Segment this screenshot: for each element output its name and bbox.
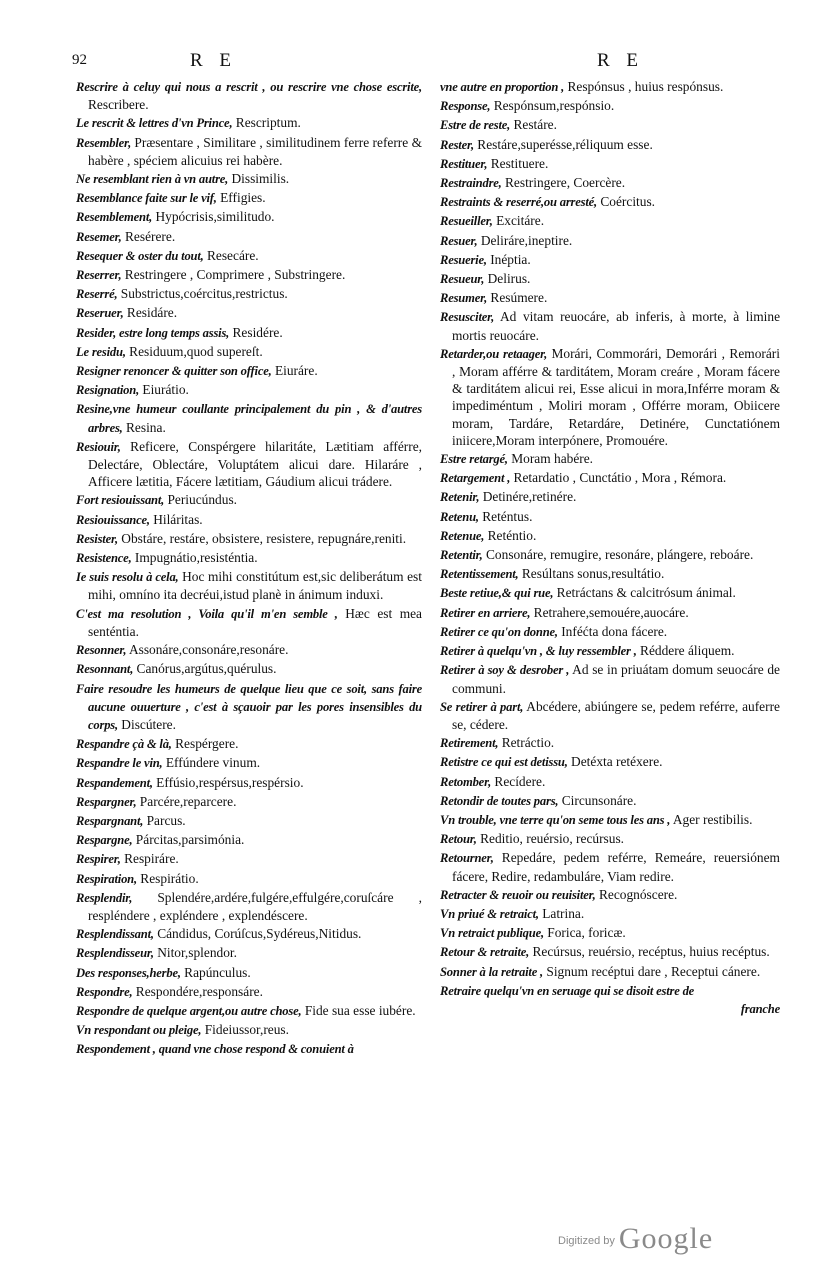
dictionary-entry (76, 1002, 422, 1020)
entry-latin-translation: Restáre,superésse,réliquum esse. (477, 136, 653, 152)
dictionary-entry (440, 450, 780, 468)
dictionary-entry (440, 753, 780, 771)
entry-french-headword: Resuer, (440, 233, 478, 248)
dictionary-entry (76, 850, 422, 868)
entry-french-headword: Resplendissant, (76, 927, 154, 942)
entry-latin-translation: Moram habére. (511, 451, 594, 467)
dictionary-entry (76, 228, 422, 246)
entry-french-headword: Resueur, (440, 272, 485, 287)
entry-latin-translation: Splendére,ardére,fulgére,effulgére,coruſcáre , respléndere , expléndere , explendéscere. (88, 889, 422, 923)
entry-french-headword: Resembler, (76, 135, 132, 150)
entry-french-headword: Respiration, (76, 871, 137, 886)
entry-latin-translation: Resúltans sonus,resultátio. (521, 566, 665, 582)
entry-latin-translation: Effúsio,respérsus,respérsio. (156, 774, 304, 790)
entry-latin-translation: Morári, Commorári, Demorári , Remorári , Moram afférre & tarditátem, Moram creáre , Moram fácere & tarditátem alicui rei, Esse alicui in mora,Inférre moram & impediméntum , Moliri moram , Offérre moram, Obiicere moram, Tardáre, Retardáre, Detinére, Cunctatiónem iniicere,Moram interpónere, Promouére. (452, 345, 780, 448)
entry-french-headword: Restraints & reserré,ou arresté, (440, 195, 597, 210)
dictionary-entry (76, 208, 422, 226)
entry-latin-translation: Hiláritas. (153, 511, 203, 527)
dictionary-entry (76, 114, 422, 132)
entry-latin-translation: Hoc mihi constitútum est,sic deliberátum est mihi, omníno ita decréui,istud planè in ánimum induxi. (88, 569, 422, 603)
dictionary-entry (76, 1021, 422, 1039)
dictionary-entry (440, 943, 780, 961)
entry-latin-translation: Reditio, reuérsio, recúrsus. (480, 831, 625, 847)
dictionary-entry (440, 508, 780, 526)
entry-latin-translation: Restáre. (513, 117, 557, 133)
entry-latin-translation: Parcus. (146, 812, 186, 828)
dictionary-entry (76, 660, 422, 678)
entry-latin-translation: Detéxta retéxere. (571, 754, 663, 770)
entry-french-headword: Retenue, (440, 528, 485, 543)
entry-french-headword: Resplendisseur, (76, 946, 154, 961)
dictionary-entry (440, 345, 780, 449)
entry-latin-translation: Réddere áliquem. (640, 643, 735, 659)
entry-latin-translation: Ad vitam reuocáre, ab inferis, à morte, à limine mortis reuocáre. (452, 309, 781, 343)
dictionary-entry (440, 155, 780, 173)
dictionary-entry (440, 604, 780, 622)
entry-latin-translation: Dissimilis. (231, 171, 290, 187)
dictionary-entry (76, 400, 422, 436)
entry-latin-translation: Rescribere. (88, 97, 149, 113)
entry-latin-translation: Rescriptum. (235, 115, 301, 131)
dictionary-entry (76, 438, 422, 491)
entry-latin-translation: Latrina. (542, 905, 585, 921)
entry-latin-translation: Respirátio. (140, 870, 199, 886)
entry-latin-translation: Nitor,splendor. (157, 945, 237, 961)
entry-french-headword: Beste retiue,& qui rue, (440, 586, 554, 601)
entry-french-headword: Reserrer, (76, 268, 122, 283)
dictionary-entry (440, 289, 780, 307)
entry-french-headword: Retour, (440, 832, 477, 847)
entry-latin-translation: Residére. (232, 324, 283, 340)
dictionary-entry (76, 680, 422, 735)
entry-latin-translation: Resérere. (124, 228, 176, 244)
dictionary-entry (76, 793, 422, 811)
entry-latin-translation: Reténtio. (487, 527, 537, 543)
entry-french-headword: Respargne, (76, 833, 133, 848)
entry-french-headword: Retirer à quelqu'vn , & luy ressembler , (440, 644, 637, 659)
dictionary-entry (440, 308, 780, 343)
entry-french-headword: Retenu, (440, 509, 479, 524)
entry-french-headword: Respandement, (76, 775, 153, 790)
entry-latin-translation: Periucúndus. (167, 492, 238, 508)
entry-latin-translation: Residuum,quod supereſt. (129, 343, 263, 359)
entry-latin-translation: Signum recéptui dare , Receptui cánere. (546, 963, 761, 979)
dictionary-entry (440, 734, 780, 752)
dictionary-entry (76, 641, 422, 659)
entry-latin-translation: Retardatio , Cunctátio , Mora , Rémora. (513, 470, 727, 486)
entry-latin-translation: Discútere. (121, 716, 176, 732)
dictionary-entry (440, 792, 780, 810)
entry-latin-translation: Resecáre. (206, 247, 259, 263)
dictionary-entry (440, 924, 780, 942)
entry-french-headword: Retourner, (440, 851, 494, 866)
entry-french-headword: Retirement, (440, 736, 499, 751)
entry-latin-translation: Coércitus. (600, 194, 656, 210)
entry-latin-translation: Reténtus. (482, 508, 533, 524)
dictionary-entry (440, 886, 780, 904)
dictionary-entry (76, 189, 422, 207)
dictionary-entry (76, 1040, 422, 1058)
dictionary-entry (76, 491, 422, 509)
dictionary-entry (76, 812, 422, 830)
entry-french-headword: Vn retraict publique, (440, 926, 544, 941)
entry-latin-translation: Parcére,reparcere. (139, 793, 237, 809)
entry-latin-translation: Restituere. (490, 155, 549, 171)
entry-french-headword: Respandre çà & là, (76, 737, 172, 752)
entry-french-headword: Reserré, (76, 287, 118, 302)
dictionary-entry (440, 270, 780, 288)
dictionary-entry (76, 78, 422, 113)
entry-latin-translation: Restringere, Coercère. (505, 175, 626, 191)
entry-latin-translation: Resúmere. (490, 290, 548, 306)
entry-latin-translation: Residáre. (126, 305, 178, 321)
entry-latin-translation: Fide sua esse iubére. (304, 1002, 416, 1018)
entry-latin-translation: Eiurátio. (142, 382, 189, 398)
entry-french-headword: Vn priué & retraict, (440, 906, 539, 921)
entry-latin-translation: Detinére,retinére. (482, 489, 577, 505)
entry-french-headword: Retomber, (440, 774, 492, 789)
entry-french-headword: Resemer, (76, 229, 122, 244)
dictionary-entry (440, 849, 780, 884)
dictionary-entry (76, 964, 422, 982)
entry-latin-translation: Eiuráre. (274, 363, 318, 379)
entry-latin-translation: Ad se in priuátam domum seuocáre de communi. (452, 662, 780, 696)
entry-latin-translation: Recognóscere. (598, 886, 678, 902)
dictionary-entry (76, 266, 422, 284)
running-header-left: R E (190, 50, 238, 71)
entry-french-headword: Retirer ce qu'on donne, (440, 624, 558, 639)
dictionary-entry (76, 605, 422, 640)
entry-french-headword: Resignation, (76, 383, 140, 398)
entry-latin-translation: Abcédere, abiúngere se, pedem reférre, auferre se, cédere. (452, 698, 780, 732)
entry-latin-translation: Hypócrisis,similitudo. (155, 209, 275, 225)
entry-french-headword: Retistre ce qui est detissu, (440, 755, 568, 770)
entry-french-headword: Respargner, (76, 794, 137, 809)
entry-french-headword: Resider, estre long temps assis, (76, 325, 230, 340)
dictionary-entry (76, 134, 422, 169)
dictionary-entry (440, 212, 780, 230)
entry-latin-translation: Retrahere,semouére,auocáre. (533, 604, 689, 620)
entry-french-headword: Respondre, (76, 984, 133, 999)
entry-french-headword: Respirer, (76, 852, 121, 867)
entry-latin-translation: Párcitas,parsimónia. (135, 832, 245, 848)
dictionary-entry (76, 774, 422, 792)
entry-french-headword: Fort resiouissant, (76, 493, 165, 508)
entry-latin-translation: Effúndere vinum. (165, 755, 261, 771)
entry-french-headword: Retargement , (440, 471, 511, 486)
entry-french-headword: Retirer en arriere, (440, 605, 531, 620)
entry-latin-translation: Inéptia. (490, 251, 531, 267)
running-header-right: R E (597, 50, 645, 71)
entry-latin-translation: Retráctans & calcitrósum ánimal. (556, 585, 736, 601)
entry-french-headword: Respondre de quelque argent,ou autre chose, (76, 1003, 302, 1018)
entry-latin-translation: Obstáre, restáre, obsistere, resistere, repugnáre,reniti. (121, 530, 407, 546)
entry-latin-translation: Inféćta dona fácere. (561, 623, 668, 639)
dictionary-entry (76, 381, 422, 399)
entry-french-headword: Restituer, (440, 156, 488, 171)
dictionary-entry (76, 889, 422, 924)
entry-french-headword: Retentissement, (440, 567, 519, 582)
dictionary-entry (440, 623, 780, 641)
entry-french-headword: Vn respondant ou pleige, (76, 1023, 202, 1038)
entry-latin-translation: Circunsonáre. (561, 792, 637, 808)
page-number: 92 (72, 52, 87, 68)
dictionary-entry (76, 324, 422, 342)
entry-french-headword: Resuerie, (440, 252, 487, 267)
dictionary-entry (76, 925, 422, 943)
entry-french-headword: Retentir, (440, 548, 483, 563)
entry-french-headword: Resister, (76, 531, 118, 546)
dictionary-entry (440, 698, 780, 733)
dictionary-entry (76, 247, 422, 265)
entry-latin-translation: Resina. (126, 419, 166, 435)
entry-latin-translation: Effigies. (220, 190, 266, 206)
entry-french-headword: Resusciter, (440, 310, 495, 325)
dictionary-entry (440, 78, 780, 96)
entry-french-headword: Resueiller, (440, 214, 493, 229)
dictionary-entry (440, 963, 780, 981)
entry-french-headword: vne autre en proportion , (440, 80, 565, 94)
entry-french-headword: Respondement , quand vne chose respond & conuient à (76, 1042, 354, 1057)
entry-latin-translation: Recúrsus, reuérsio, recéptus, huius recéptus. (532, 944, 770, 960)
entry-french-headword: Resemblement, (76, 210, 153, 225)
entry-latin-translation: Fideiussor,reus. (204, 1022, 289, 1038)
entry-latin-translation: Respondére,responsáre. (135, 983, 263, 999)
entry-french-headword: Resistence, (76, 551, 132, 566)
dictionary-entry (440, 905, 780, 923)
dictionary-entry (76, 754, 422, 772)
dictionary-entry (440, 232, 780, 250)
entry-latin-translation: Forica, foricæ. (547, 925, 626, 941)
entry-french-headword: Resequer & oster du tout, (76, 248, 204, 263)
entry-latin-translation: Consonáre, remugire, resonáre, plángere, reboáre. (486, 547, 754, 563)
dictionary-entry (440, 830, 780, 848)
dictionary-entry (76, 362, 422, 380)
entry-latin-translation: Deliráre,ineptire. (480, 232, 573, 248)
entry-latin-translation: Ager restibilis. (672, 811, 753, 827)
entry-french-headword: Vn trouble, vne terre qu'on seme tous les ans , (440, 812, 671, 827)
catchword: franche (740, 1001, 780, 1016)
dictionary-entry (440, 811, 780, 829)
entry-french-headword: Retenir, (440, 490, 480, 505)
entry-french-headword: C'est ma resolution , Voila qu'il m'en semble , (76, 606, 338, 621)
entry-french-headword: Respargnant, (76, 813, 144, 828)
entry-latin-translation: Præsentare , Similitare , similitudinem ferre referre & habère , spéciem alicuius rei habère. (88, 134, 422, 168)
dictionary-entry (76, 304, 422, 322)
entry-latin-translation: Respónsum,respónsio. (493, 98, 615, 114)
dictionary-entry (76, 944, 422, 962)
entry-french-headword: Retarder,ou retaager, (440, 346, 548, 361)
entry-latin-translation: Respérgere. (175, 736, 239, 752)
dictionary-entry (76, 343, 422, 361)
entry-french-headword: Se retirer à part, (440, 699, 524, 714)
dictionary-entry (440, 773, 780, 791)
entry-french-headword: Resigner renoncer & quitter son office, (76, 364, 272, 379)
entry-french-headword: Estre retargé, (440, 452, 508, 467)
entry-french-headword: Restraindre, (440, 176, 502, 191)
entry-latin-translation: Respiráre. (124, 851, 179, 867)
entry-french-headword: Resonner, (76, 643, 127, 658)
entry-latin-translation: Assonáre,consonáre,resonáre. (128, 642, 289, 658)
entry-french-headword: Reseruer, (76, 306, 124, 321)
entry-latin-translation: Respónsus , huius respónsus. (567, 79, 724, 94)
dictionary-entry (440, 565, 780, 583)
dictionary-entry (440, 546, 780, 564)
dictionary-entry (440, 251, 780, 269)
dictionary-entry (440, 488, 780, 506)
dictionary-entry (440, 527, 780, 545)
entry-french-headword: Le rescrit & lettres d'vn Prince, (76, 116, 233, 131)
entry-french-headword: Resumer, (440, 291, 488, 306)
dictionary-entry (76, 549, 422, 567)
dictionary-entry (76, 530, 422, 548)
dictionary-entry (76, 735, 422, 753)
entry-french-headword: Ne resemblant rien à vn autre, (76, 172, 229, 187)
entry-french-headword: Rester, (440, 137, 474, 152)
dictionary-entry (76, 983, 422, 1001)
entry-latin-translation: Excitáre. (496, 213, 545, 229)
entry-french-headword: Resine,vne humeur coullante principalement du pin , & d'autres arbres, (76, 402, 422, 435)
entry-latin-translation: Canórus,argútus,quérulus. (136, 661, 277, 677)
entry-latin-translation: Substrictus,coércitus,restrictus. (120, 286, 288, 302)
dictionary-entry (76, 285, 422, 303)
entry-latin-translation: Repedáre, pedem reférre, Remeáre, reuersiónem fácere, Redire, redambuláre, Viam redire. (452, 850, 780, 884)
entry-french-headword: Retraire quelqu'vn en seruage qui se disoit estre de (440, 983, 695, 998)
entry-latin-translation: Reficere, Conspérgere hilaritáte, Lætitiam afférre, Delectáre, Oblectáre, Voluptátem alicui dare. Hilaráre , Afficere lætitia, Fácere lætitiam, Gáudium alicui trádere. (88, 438, 422, 490)
entry-french-headword: Response, (440, 99, 491, 114)
google-watermark (558, 1222, 713, 1256)
dictionary-entry (440, 174, 780, 192)
entry-french-headword: Sonner à la retraite , (440, 964, 544, 979)
entry-latin-translation: Retráctio. (501, 735, 555, 751)
dictionary-entry (440, 97, 780, 115)
dictionary-entry (440, 642, 780, 660)
dictionary-entry (440, 193, 780, 211)
dictionary-entry (76, 568, 422, 603)
dictionary-entry (440, 584, 780, 602)
dictionary-entry (76, 870, 422, 888)
dictionary-entry (440, 116, 780, 134)
dictionary-entry (76, 511, 422, 529)
dictionary-entry (440, 661, 780, 696)
entry-french-headword: Ie suis resolu à cela, (76, 570, 179, 585)
left-column (76, 78, 422, 1060)
entry-french-headword: Retondir de toutes pars, (440, 793, 559, 808)
entry-french-headword: Resemblance faite sur le vif, (76, 191, 217, 206)
dictionary-entry (440, 982, 780, 1000)
entry-french-headword: Le residu, (76, 344, 126, 359)
entry-french-headword: Resonnant, (76, 662, 134, 677)
entry-french-headword: Rescrire à celuy qui nous a rescrit , ou rescrire vne chose escrite, (76, 80, 422, 94)
entry-french-headword: Resiouissance, (76, 512, 150, 527)
watermark-google-logo: Google (618, 1222, 714, 1255)
entry-french-headword: Respandre le vin, (76, 756, 163, 771)
entry-french-headword: Retirer à soy & desrober , (440, 663, 570, 678)
entry-latin-translation: Delirus. (487, 271, 531, 287)
watermark-digitized-by: Digitized by (558, 1235, 615, 1247)
entry-french-headword: Faire resoudre les humeurs de quelque lieu que ce soit, sans faire aucune ouuerture , c'est à sçauoir par les pores insensibles du corps, (76, 681, 422, 732)
entry-french-headword: Retour & retraite, (440, 945, 530, 960)
dictionary-entry (440, 136, 780, 154)
entry-latin-translation: Rapúnculus. (184, 964, 251, 980)
entry-latin-translation: Recídere. (494, 773, 546, 789)
right-column (440, 78, 780, 1018)
dictionary-entry (440, 469, 780, 487)
entry-french-headword: Estre de reste, (440, 118, 511, 133)
dictionary-entry (76, 831, 422, 849)
entry-french-headword: Des responses,herbe, (76, 965, 181, 980)
entry-latin-translation: Hæc est mea senténtia. (88, 605, 422, 639)
entry-french-headword: Retracter & reuoir ou reuisiter, (440, 887, 596, 902)
entry-french-headword: Resplendir, (76, 890, 133, 905)
entry-latin-translation: Impugnátio,resisténtia. (134, 550, 258, 566)
entry-latin-translation: Restringere , Comprimere , Substringere. (124, 267, 346, 283)
entry-latin-translation: Cándidus, Corúſcus,Sydéreus,Nitidus. (157, 926, 362, 942)
dictionary-entry (76, 170, 422, 188)
entry-french-headword: Resiouir, (76, 439, 121, 454)
